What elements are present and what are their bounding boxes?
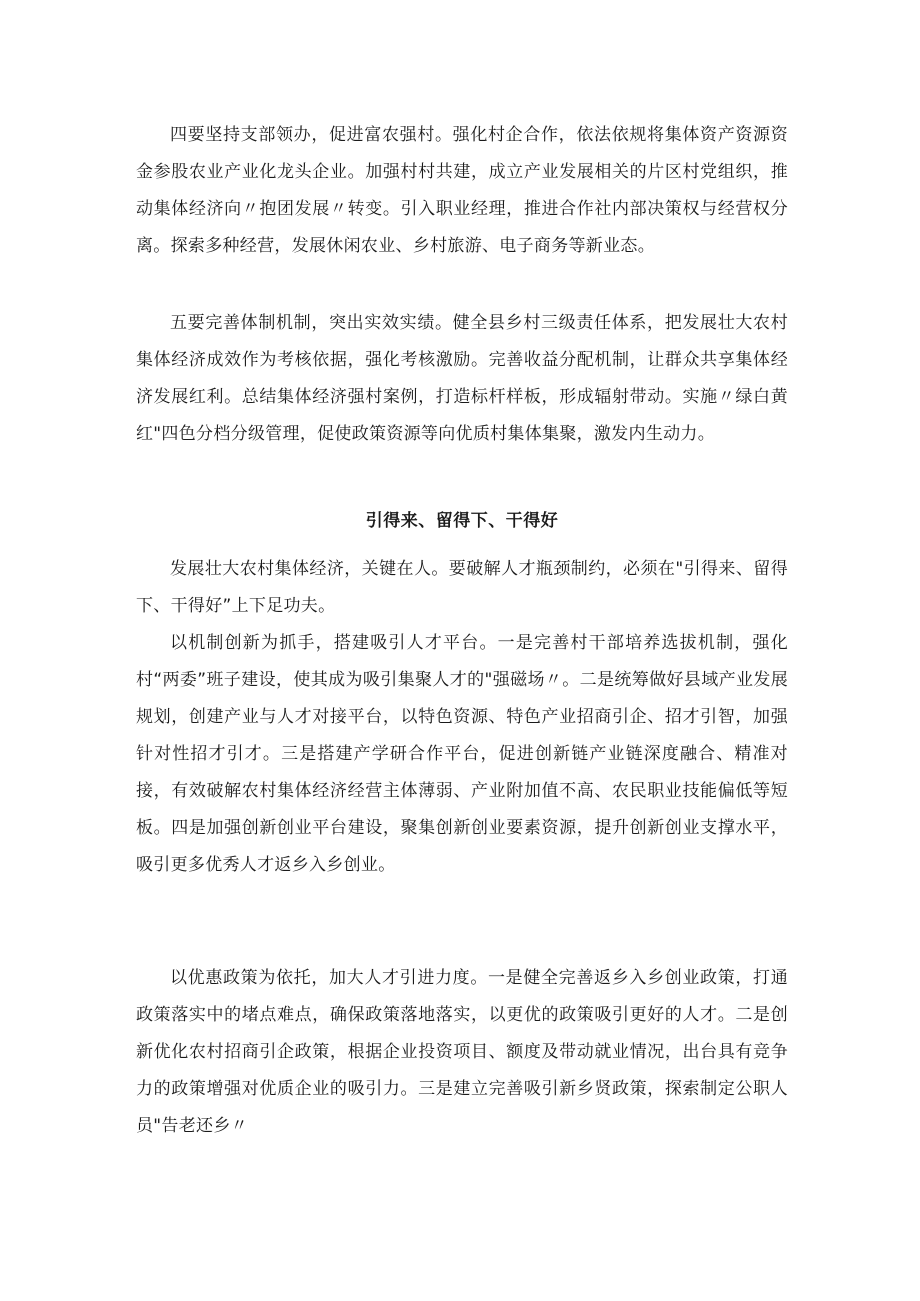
paragraph-preferential-policy: 以优惠政策为依托，加大人才引进力度。一是健全完善返乡入乡创业政策，打通政策落实中的堵点难点，确保政策落地落实，以更优的政策吸引更好的人才。二是创新优化农村招商引企政策，根据企业投资项目、额度及带动就业情况，出台具有竞争力的政策增强对优质企业的吸引力。三是建立完善吸引新乡贤政策，探索制定公职人员"告老还乡〃 <box>136 968 788 1136</box>
paragraph-talent-intro: 发展壮大农村集体经济，关键在人。要破解人才瓶颈制约，必须在"引得来、留得下、干得好”上下足功夫。 <box>136 559 788 616</box>
section-heading: 引得来、留得下、干得好 <box>365 511 559 531</box>
paragraph-mechanism-innovation: 以机制创新为抓手，搭建吸引人才平台。一是完善村干部培养选拔机制，强化村“两委”班子建设，使其成为吸引集聚人才的"强磁场〃。二是统筹做好县域产业发展规划，创建产业与人才对接平台，以特色资源、特色产业招商引企、招才引智，加强针对性招才引才。三是搭建产学研合作平台，促进创新链产业链深度融合、精准对接，有效破解农村集体经济经营主体薄弱、产业附加值不高、农民职业技能偏低等短板。四是加强创新创业平台建设，聚集创新创业要素资源，提升创新创业支撑水平，吸引更多优秀人才返乡入乡创业。 <box>136 633 788 875</box>
paragraph-rural-enterprise-cooperation: 四要坚持支部领办，促进富农强村。强化村企合作，依法依规将集体资产资源资金参股农业产业化龙头企业。加强村村共建，成立产业发展相关的片区村党组织，推动集体经济向〃抱团发展〃转变。引入职业经理，推进合作社内部决策权与经营权分离。探索多种经营，发展休闲农业、乡村旅游、电子商务等新业态。 <box>136 125 788 256</box>
paragraph-institutional-mechanism: 五要完善体制机制，突出实效实绩。健全县乡村三级责任体系，把发展壮大农村集体经济成效作为考核依据，强化考核激励。完善收益分配机制，让群众共享集体经济发展红利。总结集体经济强村案例，打造标杆样板，形成辐射带动。实施〃绿白黄红"四色分档分级管理，促使政策资源等向优质村集体集聚，激发内生动力。 <box>136 313 788 444</box>
